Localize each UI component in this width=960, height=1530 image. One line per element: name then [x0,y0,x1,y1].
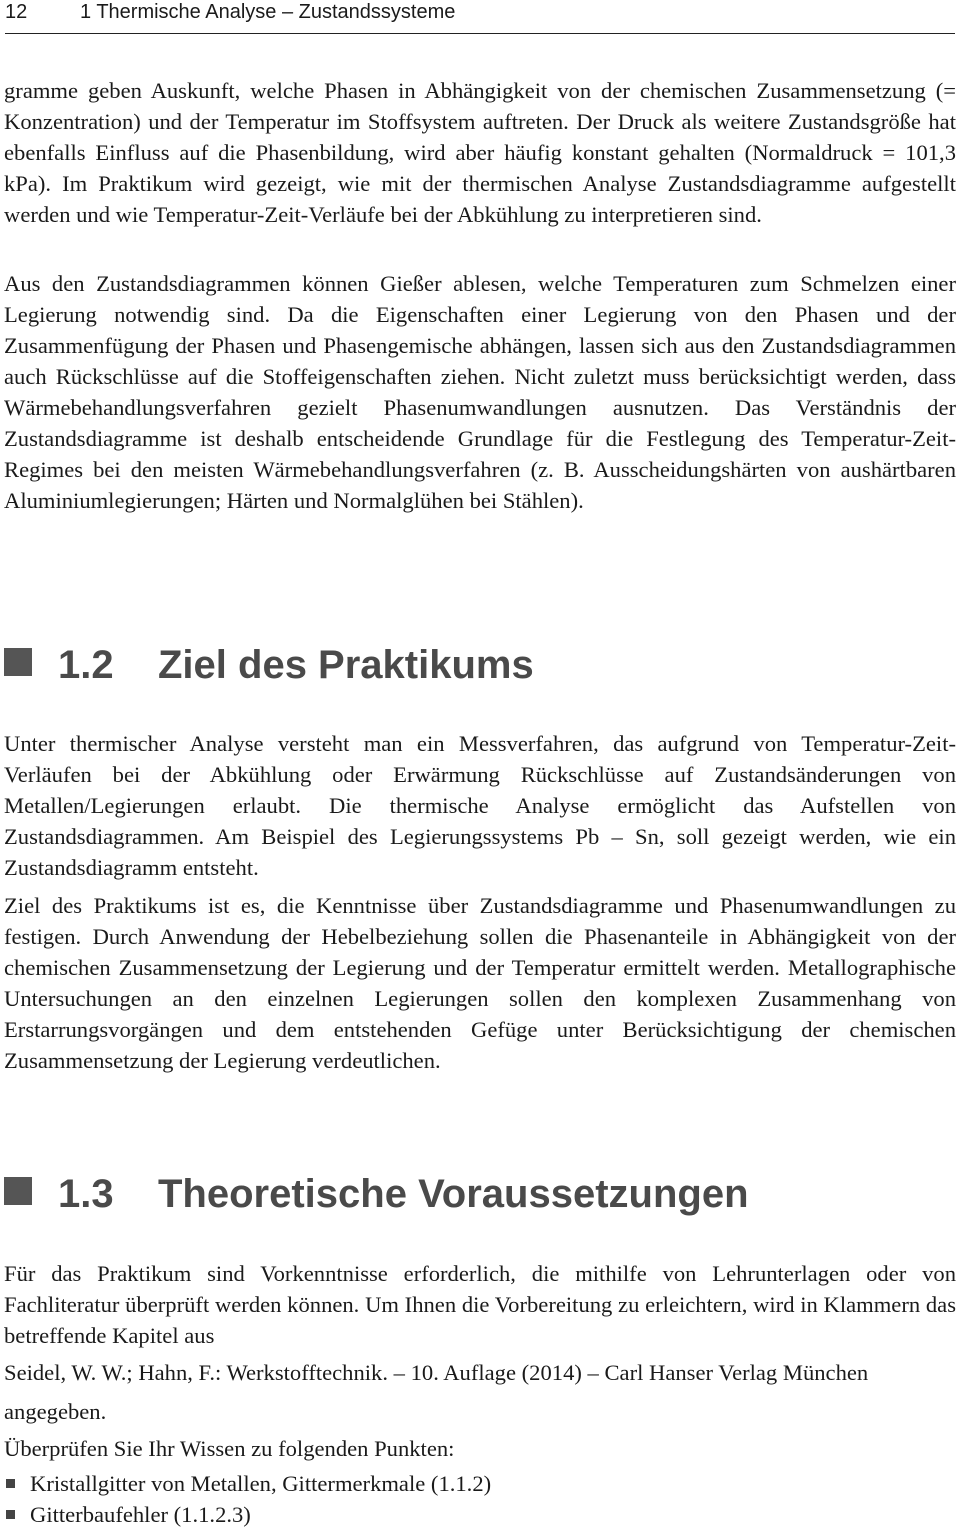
section-1-2-paragraph-2: Ziel des Praktikums ist es, die Kenntnisse über Zustandsdiagramme und Phasenumwandlungen zu festigen. Durch Anwendung der Hebelbeziehung sollen die Phasenanteile in Abhängigkeit von der chemischen Zusammensetzung der Legierung und der Temperatur ermittelt werden. Metallographische Untersuchungen an den einzelnen Legierungen sollen den komplexen Zusammenhang von Erstarrungsvorgängen und dem entstehenden Gefüge unter Berücksichtigung der chemischen Zusammensetzung der Legierung verdeutlichen. [4,893,956,1073]
section-title: Theoretische Voraussetzungen [158,1172,749,1216]
list-item-text: Gitterbaufehler (1.1.2.3) [30,1502,251,1527]
section-1-2-paragraph-1: Unter thermischer Analyse versteht man ein Messverfahren, das aufgrund von Temperatur-Zeit-Verläufen bei der Abkühlung oder Erwärmung Rückschlüsse auf Zustandsänderungen von Metallen/Legierungen erlaubt. Die thermische Analyse ermöglicht das Aufstellen von Zustandsdiagrammen. Am Beispiel des Legierungssystems Pb – Sn, soll gezeigt werden, wie ein Zustandsdiagramm entsteht. [4,731,956,880]
bullet-square-icon [6,1510,15,1519]
list-item [4,1499,491,1530]
bullet-square-icon [6,1479,15,1488]
section-1-3-paragraph-3: Überprüfen Sie Ihr Wissen zu folgenden Punkten: [4,1436,455,1461]
section-number: 1.3 [58,1172,114,1216]
section-square-icon [4,1177,32,1205]
knowledge-checklist [4,1468,491,1530]
page-number: 12 [5,1,28,23]
running-header [5,0,955,34]
section-title: Ziel des Praktikums [158,643,534,687]
section-1-3-paragraph-1: Für das Praktikum sind Vorkenntnisse erforderlich, die mithilfe von Lehrunterlagen oder von Fachliteratur überprüft werden können. Um Ihnen die Vorbereitung zu erleichtern, wird in Klammern das betreffende Kapitel aus [4,1261,956,1348]
reference-citation: Seidel, W. W.; Hahn, F.: Werkstofftechnik. – 10. Auflage (2014) – Carl Hanser Verlag München [4,1360,869,1385]
intro-paragraph-2: Aus den Zustandsdiagrammen können Gießer ablesen, welche Temperaturen zum Schmelzen einer Legierung notwendig sind. Da die Eigenschaften einer Legierung von den Phasen und der Zusammenfügung der Phasen und Phasengemische abhängen, lassen sich aus den Zustandsdiagrammen auch Rückschlüsse auf die Stoffeigenschaften ziehen. Nicht zuletzt muss berücksichtigt werden, dass Wärmebehandlungsverfahren gezielt Phasenumwandlungen ausnutzen. Das Verständnis der Zustandsdiagramme ist deshalb entscheidende Grundlage für die Festlegung des Temperatur-Zeit-Regimes bei den meisten Wärmebehandlungsverfahren (z. B. Ausscheidungshärten von aushärtbaren Aluminiumlegierungen; Härten und Normalglühen bei Stählen). [4,271,956,513]
section-1-3-paragraph-2: angegeben. [4,1399,107,1424]
section-heading-1-3 [4,1170,749,1218]
section-square-icon [4,648,32,676]
chapter-title: 1 Thermische Analyse – Zustandssysteme [80,1,456,23]
list-item-text: Kristallgitter von Metallen, Gittermerkmale (1.1.2) [30,1471,492,1496]
section-number: 1.2 [58,643,114,687]
list-item [4,1468,491,1499]
section-heading-1-2 [4,641,534,689]
intro-paragraph-1: gramme geben Auskunft, welche Phasen in Abhängigkeit von der chemischen Zusammensetzung (= Konzentration) und der Temperatur im Stoffsystem auftreten. Der Druck als weitere Zustandsgröße hat ebenfalls Einfluss auf die Phasenbildung, wird aber häufig konstant gehalten (Normaldruck = 101,3 kPa). Im Praktikum wird gezeigt, wie mit der thermischen Analyse Zustandsdiagramme aufgestellt werden und wie Temperatur-Zeit-Verläufe bei der Abkühlung zu interpretieren sind. [4,78,956,227]
